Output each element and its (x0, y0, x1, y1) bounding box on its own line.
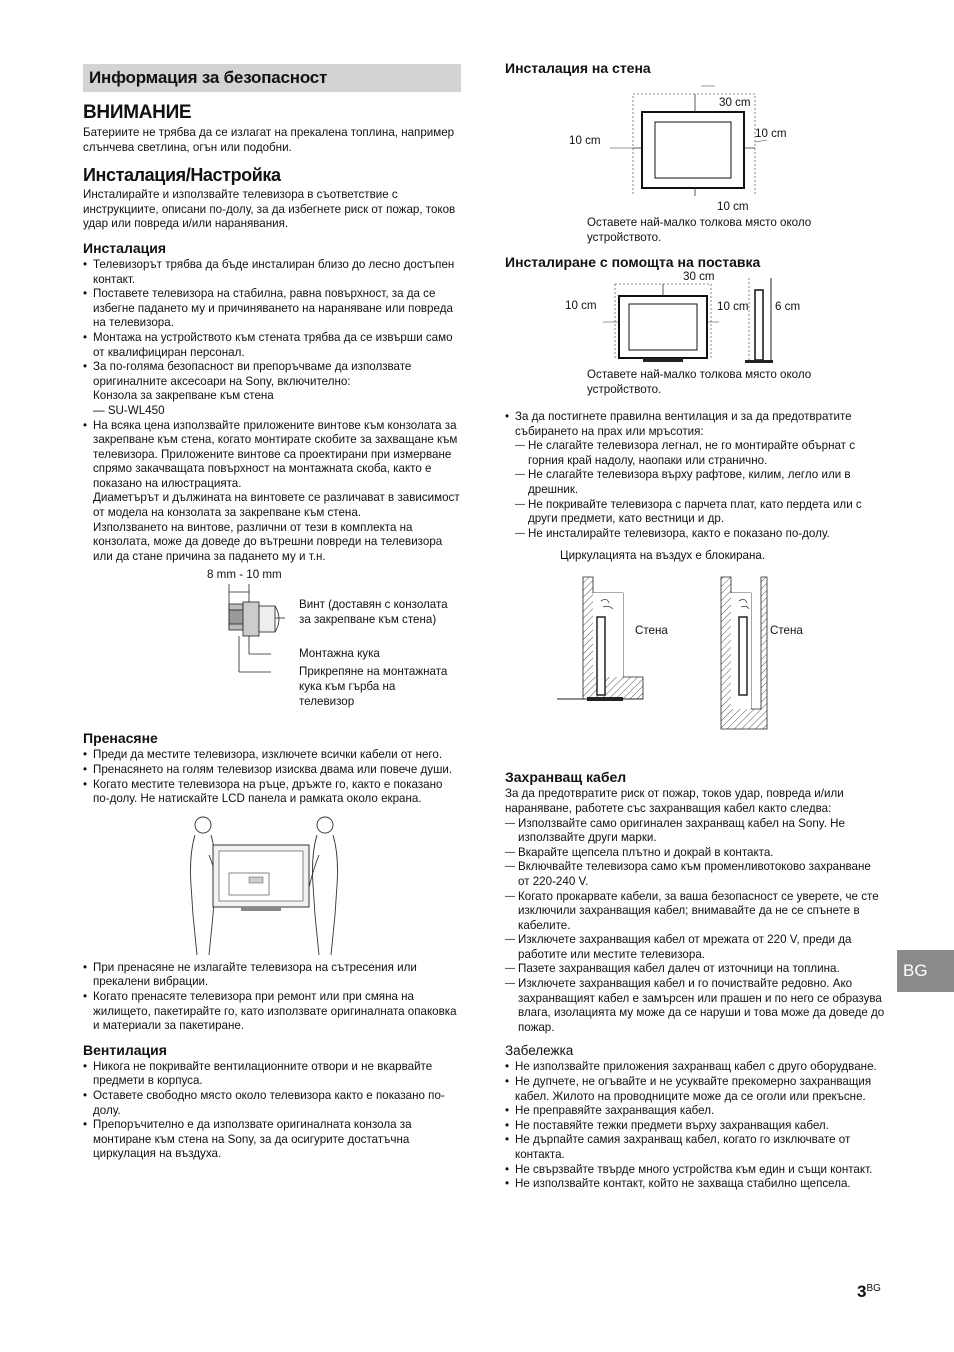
install-heading: Инсталация/Настройка (83, 165, 281, 186)
list-item-text: За по-голяма безопасност ви препоръчваме да използвате оригиналните аксесоари на Sony, включително: (93, 360, 412, 388)
list-item: • Когато местите телевизора на ръце, дръжте го, както е показано по-долу. Не натискайте LCD панела и рамката около екрана. (83, 778, 461, 807)
carrying-figure (83, 811, 461, 959)
dash-item: — Изключете захранващия кабел от мрежата от 220 V, преди да работите или местите телевизора. (505, 933, 885, 962)
carrying-list-2 (83, 961, 461, 1034)
stand-heading: Инсталиране с помощта на поставка (505, 254, 761, 270)
list-item (505, 410, 885, 541)
note-list (505, 1060, 885, 1191)
wall-label-2: Стена (770, 624, 803, 638)
screw-diagram (213, 582, 313, 682)
stand-right-label: 10 cm (717, 300, 749, 313)
screw-figure (83, 568, 461, 720)
installation-list (83, 258, 461, 564)
dash-item: — Не слагайте телевизора легнал, не го монтирайте обърнат с горния край надолу, наопаки или странично. (515, 439, 885, 468)
page-number-value: 3 (857, 1282, 867, 1301)
wall-heading: Инсталация на стена (505, 60, 651, 76)
attach-label: Прикрепяне на монтажната кука към гърба на телевизор (299, 665, 448, 708)
install-intro: Инсталирайте и използвайте телевизора в съответствие с инструкциите, описани по-долу, за да избегнете риск от пожар, токов удар или повреда и/или наранявания. (83, 188, 456, 231)
carrying-illustration (183, 815, 363, 957)
air-blocked-diagram (505, 569, 885, 759)
dash-item: — Не слагайте телевизора върху рафтове, килим, легло или в дрешник. (515, 468, 885, 497)
list-item: • Когато пренасяте телевизора при ремонт или при смяна на жилището, пакетирайте го, като използвате оригиналната опаковка и материали за пакетиране. (83, 990, 461, 1034)
ventilation-list (83, 1060, 461, 1162)
list-item: • Оставете свободно място около телевизора както е показано по-долу. (83, 1089, 461, 1118)
accessory-model: SU-WL450 (107, 403, 165, 417)
note-heading: Забележка (505, 1043, 574, 1059)
air-figure (505, 549, 885, 761)
dash-item: — Не покривайте телевизора с парчета плат, като пердета или с други предмети, като вестници и др. (515, 498, 885, 527)
wall-label-1: Стена (635, 624, 668, 638)
stand-figure (505, 270, 885, 410)
stand-caption: Оставете най-малко толкова място около устройството. (587, 368, 812, 396)
dash-item: — Включвайте телевизора само към променливотоково захранване от 220-240 V. (505, 860, 885, 889)
right-column (505, 60, 885, 1192)
list-item: • Монтажа на устройството към стената трябва да се извърши само от квалифициран персонал. (83, 331, 461, 360)
list-item (83, 419, 461, 565)
list-item: • Поставете телевизора на стабилна, равна повърхност, за да се избегне падането му и причиняването на нараняване или повреда на телевизора. (83, 287, 461, 331)
list-item (83, 360, 461, 418)
warning-text: Батериите не трябва да се излагат на прекалена топлина, например слънчева светлина, огън или подобни. (83, 126, 455, 154)
dash-item: — Изключете захранващия кабел и го почиствайте редовно. Ако захранващият кабел е замърсен или прашен и по него се образува влага, изолацията му може да се наруши и това може да доведе до пожар. (505, 977, 885, 1035)
wall-figure (505, 76, 885, 244)
list-item: • Не използвайте контакт, който не захваща стабилно щепсела. (505, 1177, 885, 1192)
wall-clearance-diagram (505, 76, 885, 196)
screw-note-1: Диаметърът и дължината на винтовете се различават в зависимост от модела на конзолата за закрепване към стена. (93, 491, 460, 520)
list-item: • Преди да местите телевизора, изключете всички кабели от него. (83, 748, 461, 763)
wall-bottom-label: 10 cm (717, 200, 749, 213)
list-item: • Препоръчително е да използвате оригиналната конзола за монтиране към стена на Sony, за да осигурите достатъчна циркулация на въздуха. (83, 1118, 461, 1162)
page-number-suffix: BG (866, 1283, 881, 1294)
stand-side-label: 6 cm (775, 300, 801, 313)
accessory-name: Конзола за закрепване към стена (93, 389, 274, 403)
list-item: • Не преправяйте захранващия кабел. (505, 1104, 885, 1119)
screw-label: Винт (доставян с конзолата за закрепване към стена) (299, 598, 448, 627)
list-item: • Не използвайте приложения захранващ кабел с друго оборудване. (505, 1060, 885, 1075)
list-item: • Не дърпайте самия захранващ кабел, когато го изключвате от контакта. (505, 1133, 885, 1162)
list-item: • Никога не покривайте вентилационните отвори и не вкарвайте предмети в корпуса. (83, 1060, 461, 1089)
wall-left-label: 10 cm (569, 134, 601, 147)
stand-left-label: 10 cm (565, 299, 597, 312)
accessory-model-dash: — (93, 403, 108, 417)
list-item: • Пренасянето на голям телевизор изисква двама или повече души. (83, 763, 461, 778)
screw-dimension-label: 8 mm - 10 mm (207, 568, 282, 582)
vent-dash-list (515, 439, 885, 541)
stand-top-label: 30 cm (683, 270, 715, 283)
power-dash-list (505, 817, 885, 1036)
list-item: • Телевизорът трябва да бъде инсталиран близо до лесно достъпен контакт. (83, 258, 461, 287)
ventilation-heading: Вентилация (83, 1041, 167, 1058)
power-heading: Захранващ кабел (505, 769, 627, 786)
list-item: • Не свързвайте твърде много устройства към един и същи контакт. (505, 1163, 885, 1178)
wall-right-label: 10 cm (755, 127, 787, 140)
carrying-list (83, 748, 461, 806)
warning-heading: ВНИМАНИЕ (83, 102, 192, 123)
dash-item: — Използвайте само оригинален захранващ кабел на Sony. Не използвайте други марки. (505, 817, 885, 846)
stand-clearance-diagram (505, 270, 885, 380)
language-tab: BG (897, 950, 954, 992)
dash-item: — Пазете захранващия кабел далеч от източници на топлина. (505, 962, 885, 977)
list-item: • Не поставяйте тежки предмети върху захранващия кабел. (505, 1119, 885, 1134)
installation-heading: Инсталация (83, 239, 167, 256)
vent-list (505, 410, 885, 541)
power-intro: За да предотвратите риск от пожар, токов удар, повреда и/или нараняване, работете със захранващия кабел както следва: (505, 787, 844, 815)
carrying-heading: Пренасяне (83, 730, 158, 747)
wall-caption: Оставете най-малко толкова място около устройството. (587, 216, 812, 244)
list-item: • Не дупчете, не огъвайте и не усуквайте прекомерно захранващия кабел. Жилото на проводниците може да се оголи или прекъсне. (505, 1075, 885, 1104)
air-caption: Циркулацията на въздух е блокирана. (560, 549, 766, 563)
section-title: Информация за безопасност (83, 64, 461, 92)
left-column (83, 64, 461, 1162)
hook-label: Монтажна кука (299, 647, 380, 661)
wall-top-label: 30 cm (719, 96, 751, 109)
dash-item: — Вкарайте щепсела плътно и докрай в контакта. (505, 846, 885, 861)
page-number (857, 1282, 881, 1302)
dash-item: — Когато прокарвате кабели, за ваша безопасност се уверете, че сте изключили захранващия кабел; внимавайте да не се спънете в кабелите. (505, 890, 885, 934)
list-item: • При пренасяне не излагайте телевизора на сътресения или прекалени вибрации. (83, 961, 461, 990)
dash-item: — Не инсталирайте телевизора, както е показано по-долу. (515, 527, 885, 542)
list-item-text: На всяка цена използвайте приложените винтове към конзолата за закрепване към стена, когато монтирате скобите за захващане към телевизора. Приложените винтове са проектирани при измерване спрямо закачващата повърхност на монтажната скоба, както е показано на илюстрацията. (93, 418, 458, 490)
screw-note-2: Използването на винтове, различни от тези в комплекта на конзолата, може да доведе до вътрешни повреди на телевизора или да стане причина за падането му и т.н. (93, 520, 443, 563)
vent-intro: За да постигнете правилна вентилация и за да предотвратите събирането на прах или мръсотия: (515, 410, 852, 438)
